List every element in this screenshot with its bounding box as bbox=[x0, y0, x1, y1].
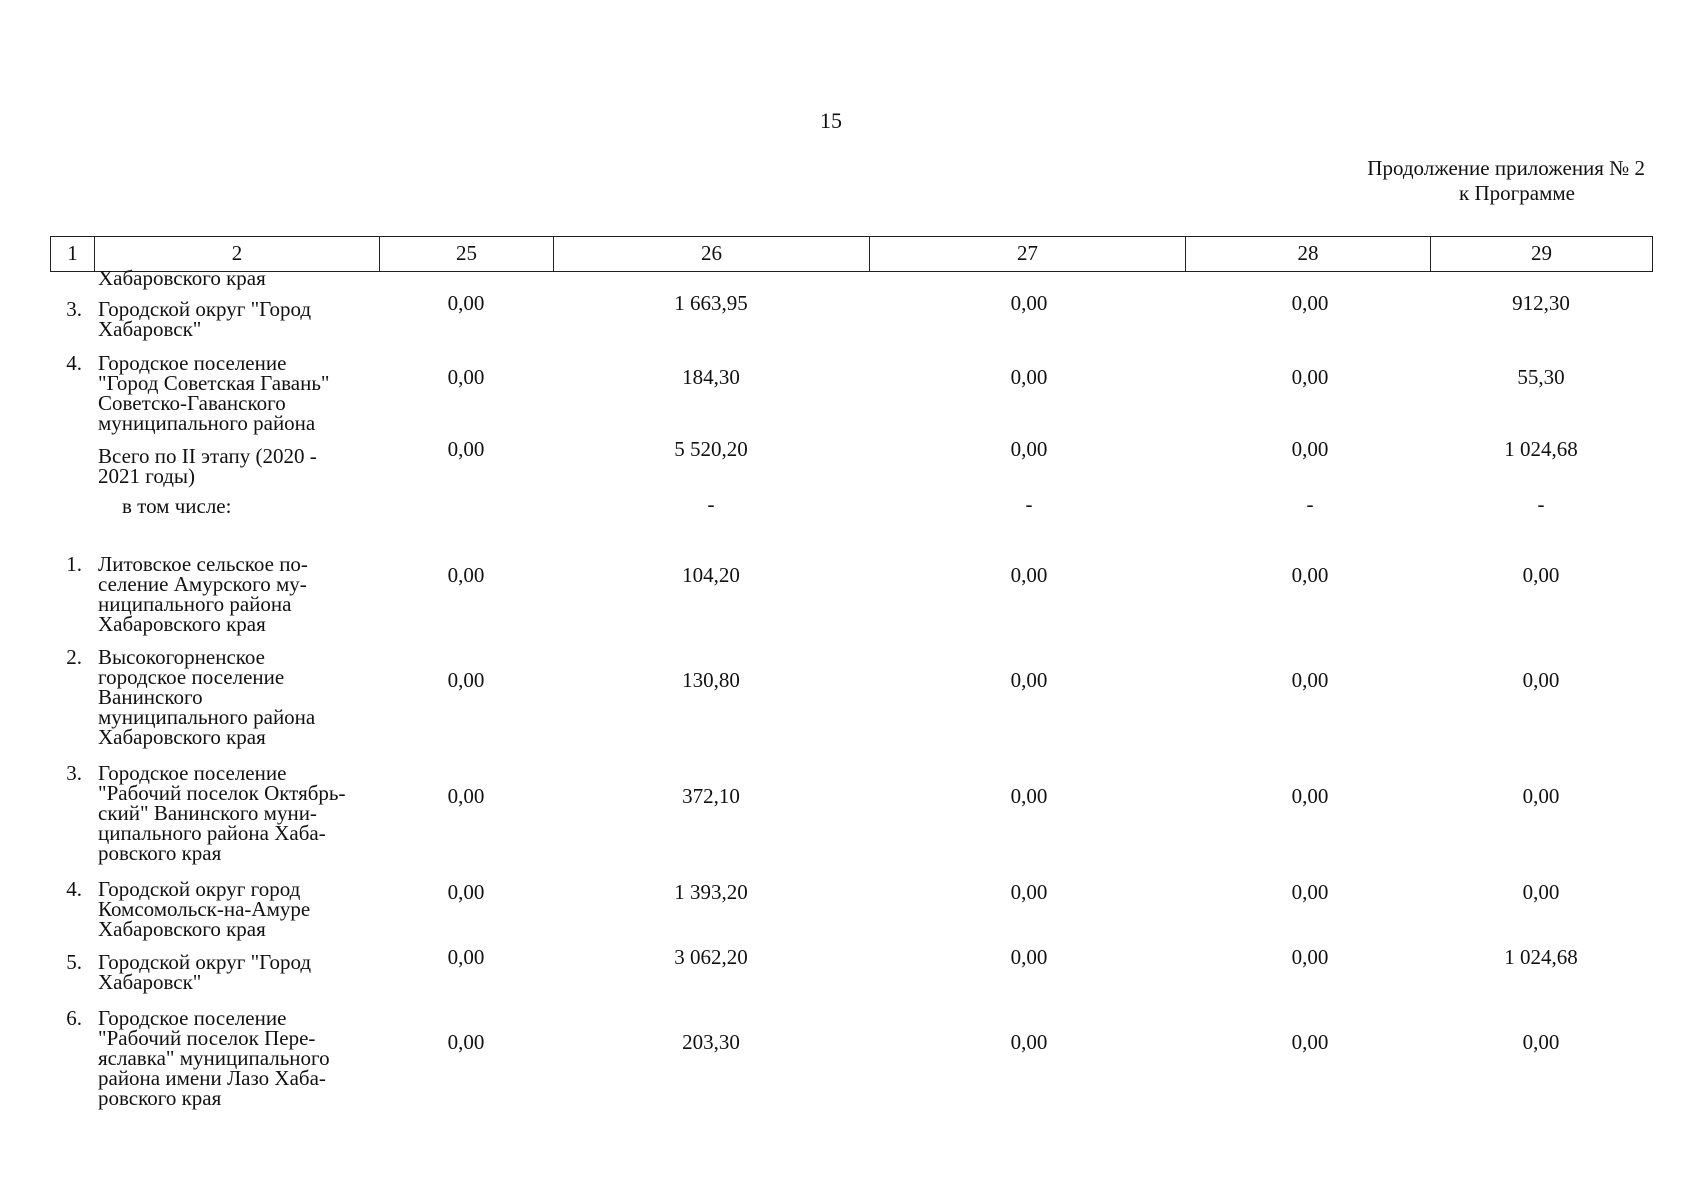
cell-27: 0,00 bbox=[1010, 437, 1048, 461]
cell-28: 0,00 bbox=[1291, 365, 1329, 389]
row-name: Городское поселение "Рабочий поселок Пере- яславка" муниципального района имени Лазо Хаба- ровского края bbox=[98, 1006, 330, 1110]
table-header bbox=[50, 236, 1653, 272]
cell-29: 55,30 bbox=[1517, 365, 1565, 389]
cell-26: 130,80 bbox=[682, 668, 740, 692]
cell-26: 203,30 bbox=[682, 1030, 740, 1054]
cell-29: 0,00 bbox=[1522, 784, 1560, 808]
cell-29: 912,30 bbox=[1512, 291, 1570, 315]
cell-27: 0,00 bbox=[1010, 784, 1048, 808]
carryover-text: Хабаровского края bbox=[98, 266, 266, 290]
cell-27: 0,00 bbox=[1010, 668, 1048, 692]
cell-29: 0,00 bbox=[1522, 563, 1560, 587]
cell-26: 5 520,20 bbox=[674, 437, 748, 461]
cell-27: 0,00 bbox=[1010, 1030, 1048, 1054]
header-col-27: 27 bbox=[870, 237, 1186, 271]
cell-29: 0,00 bbox=[1522, 880, 1560, 904]
row-name: Городской округ город Комсомольск-на-Амуре Хабаровского края bbox=[98, 877, 311, 941]
cell-26: 104,20 bbox=[682, 563, 740, 587]
cell-27: 0,00 bbox=[1010, 945, 1048, 969]
header-col-29: 29 bbox=[1531, 241, 1552, 265]
appendix-note bbox=[1300, 156, 1645, 206]
cell-28: 0,00 bbox=[1291, 563, 1329, 587]
cell-25: 0,00 bbox=[447, 1030, 485, 1054]
cell-26: 1 393,20 bbox=[674, 880, 748, 904]
appendix-note-line-2: к Программе bbox=[1459, 181, 1575, 205]
header-col-26: 26 bbox=[554, 237, 870, 271]
row-index: 1. bbox=[66, 552, 82, 576]
cell-26: 1 663,95 bbox=[674, 291, 748, 315]
row-index: 4. bbox=[66, 351, 82, 375]
row-index: 2. bbox=[66, 645, 82, 669]
cell-29: 1 024,68 bbox=[1504, 437, 1578, 461]
cell-27: 0,00 bbox=[1010, 365, 1048, 389]
row-index: 3. bbox=[66, 761, 82, 785]
row-index: 3. bbox=[66, 297, 82, 321]
cell-28: 0,00 bbox=[1291, 668, 1329, 692]
header-col-1: 1 bbox=[51, 237, 95, 271]
cell-29: 1 024,68 bbox=[1504, 945, 1578, 969]
row-index: 5. bbox=[66, 950, 82, 974]
cell-28: 0,00 bbox=[1291, 880, 1329, 904]
header-col-25: 25 bbox=[380, 237, 554, 271]
cell-28: - bbox=[1306, 492, 1314, 516]
cell-25: 0,00 bbox=[447, 668, 485, 692]
row-name: Городское поселение "Город Советская Гавань" Советско-Гаванского муниципального района bbox=[98, 351, 330, 435]
page-number: 15 bbox=[820, 108, 842, 133]
cell-28: 0,00 bbox=[1291, 437, 1329, 461]
cell-29: - bbox=[1537, 492, 1545, 516]
appendix-note-line-1: Продолжение приложения № 2 bbox=[1367, 156, 1645, 180]
row-index: 6. bbox=[66, 1006, 82, 1030]
row-name: Городской округ "Город Хабаровск" bbox=[98, 950, 312, 994]
cell-28: 0,00 bbox=[1291, 1030, 1329, 1054]
cell-25: 0,00 bbox=[447, 880, 485, 904]
cell-25: 0,00 bbox=[447, 437, 485, 461]
row-name: Высокогорненское городское поселение Ванинского муниципального района Хабаровского края bbox=[98, 645, 316, 749]
cell-25: 0,00 bbox=[447, 945, 485, 969]
cell-26: 184,30 bbox=[682, 365, 740, 389]
cell-26: 3 062,20 bbox=[674, 945, 748, 969]
cell-26: 372,10 bbox=[682, 784, 740, 808]
row-name: в том числе: bbox=[122, 494, 232, 518]
cell-25: 0,00 bbox=[447, 365, 485, 389]
cell-25: 0,00 bbox=[447, 563, 485, 587]
cell-26: - bbox=[707, 492, 715, 516]
row-name: Всего по II этапу (2020 - 2021 годы) bbox=[98, 444, 317, 488]
row-name: Городской округ "Город Хабаровск" bbox=[98, 297, 312, 341]
row-name: Городское поселение "Рабочий поселок Октябрь- ский" Ванинского муни- ципального района Хаба- ровского края bbox=[98, 761, 346, 865]
cell-25: 0,00 bbox=[447, 784, 485, 808]
cell-29: 0,00 bbox=[1522, 1030, 1560, 1054]
row-name: Литовское сельское по- селение Амурского му- ниципального района Хабаровского края bbox=[98, 552, 308, 636]
row-index: 4. bbox=[66, 877, 82, 901]
cell-27: - bbox=[1025, 492, 1033, 516]
cell-28: 0,00 bbox=[1291, 945, 1329, 969]
cell-27: 0,00 bbox=[1010, 291, 1048, 315]
cell-28: 0,00 bbox=[1291, 784, 1329, 808]
cell-27: 0,00 bbox=[1010, 880, 1048, 904]
cell-28: 0,00 bbox=[1291, 291, 1329, 315]
header-col-28: 28 bbox=[1186, 237, 1431, 271]
cell-29: 0,00 bbox=[1522, 668, 1560, 692]
header-col-2: 2 bbox=[95, 237, 380, 271]
cell-25: 0,00 bbox=[447, 291, 485, 315]
cell-27: 0,00 bbox=[1010, 563, 1048, 587]
